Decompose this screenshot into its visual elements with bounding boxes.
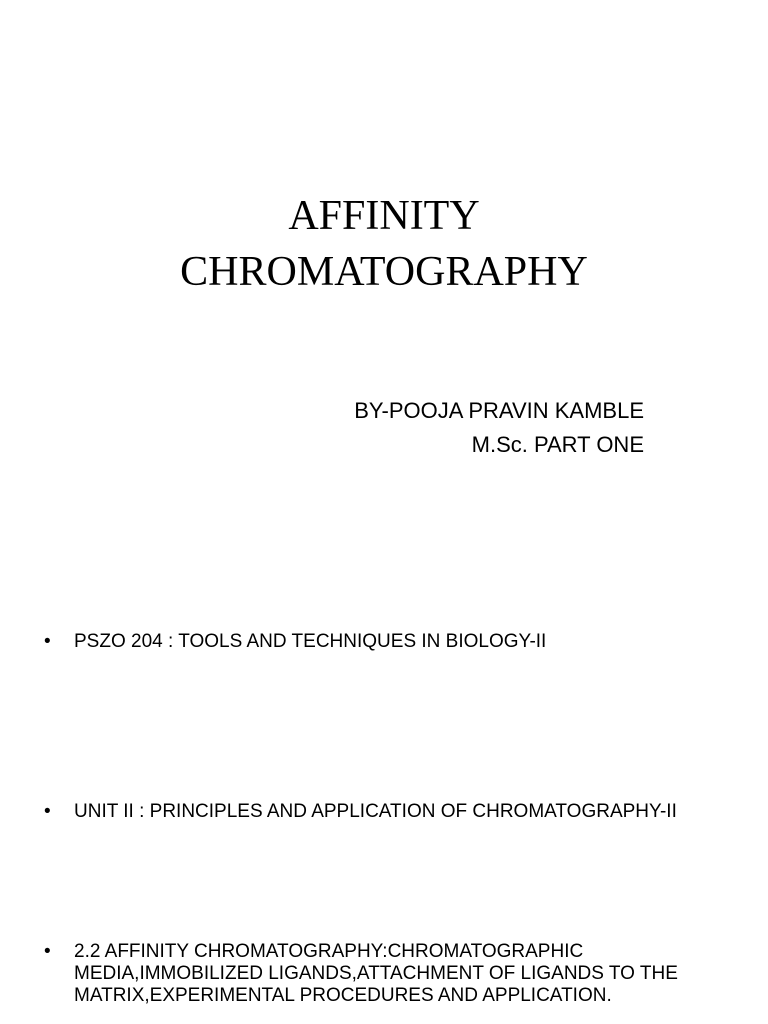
bullet-item-topic [44,941,724,1007]
bullet-text: PSZO 204 : TOOLS AND TECHNIQUES IN BIOLOGY-II [74,631,547,652]
bullet-text: UNIT II : PRINCIPLES AND APPLICATION OF CHROMATOGRAPHY-II [74,801,677,822]
author-name: BY-POOJA PRAVIN KAMBLE [354,398,644,423]
bullet-item-course [44,631,724,653]
bullet-icon: • [44,631,51,652]
bullet-icon: • [44,941,51,962]
author-course: M.Sc. PART ONE [471,432,644,457]
slide-title [0,188,768,300]
slide-title-line-2: CHROMATOGRAPHY [180,249,588,295]
bullet-text: 2.2 AFFINITY CHROMATOGRAPHY:CHROMATOGRAPHIC MEDIA,IMMOBILIZED LIGANDS,ATTACHMENT OF LIGANDS TO THE MATRIX,EXPERIMENTAL PROCEDURES AND APPLICATION. [74,941,678,1006]
bullet-icon: • [44,801,51,822]
author-block [354,394,644,462]
bullet-item-unit [44,801,724,823]
slide-title-line-1: AFFINITY [288,193,480,239]
